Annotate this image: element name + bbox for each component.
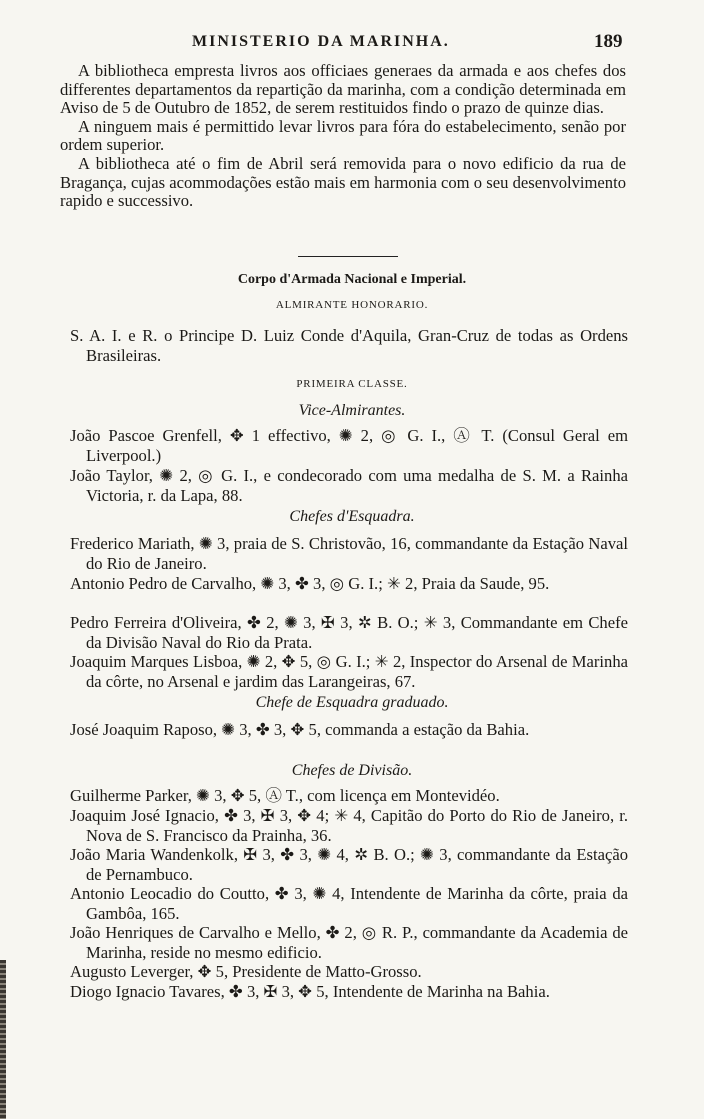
intro-paragraph: A bibliotheca até o fim de Abril será removida para o novo edificio da rua de Bragança, cujas acommodações estão mais em harmonia com o seu desenvolvimento rapido e successivo. <box>60 153 626 211</box>
section-divider <box>298 256 398 257</box>
group-heading: Chefe de Esquadra graduado. <box>255 694 449 711</box>
running-head <box>0 33 704 57</box>
intro-paragraph: A ninguem mais é permittido levar livros para fóra do estabelecimento, senão por ordem superior. <box>60 116 626 155</box>
officer-entry: Diogo Ignacio Tavares, ✤ 3, ✠ 3, ✥ 5, Intendente de Marinha na Bahia. <box>70 982 550 1001</box>
officer-entry: Joaquim José Ignacio, ✤ 3, ✠ 3, ✥ 4; ✳ 4, Capitão do Porto do Rio de Janeiro, r. Nova de S. Francisco da Prainha, 36. <box>70 806 628 845</box>
honorary-heading: ALMIRANTE HONORARIO. <box>275 299 429 311</box>
honorary-entry: S. A. I. e R. o Principe D. Luiz Conde d'Aquila, Gran-Cruz de todas as Ordens Brasileiras. <box>70 326 628 365</box>
officer-entry: Frederico Mariath, ✺ 3, praia de S. Christovão, 16, commandante da Estação Naval do Rio de Janeiro. <box>70 534 628 573</box>
running-title: MINISTERIO DA MARINHA. <box>192 33 450 50</box>
officer-entry: João Maria Wandenkolk, ✠ 3, ✤ 3, ✺ 4, ✲ B. O.; ✺ 3, commandante da Estação de Pernambuco. <box>70 845 628 884</box>
group-heading: Vice-Almirantes. <box>298 402 406 419</box>
officer-entry: José Joaquim Raposo, ✺ 3, ✤ 3, ✥ 5, commanda a estação da Bahia. <box>70 720 530 739</box>
officer-entry: João Taylor, ✺ 2, ◎ G. I., e condecorado com uma medalha de S. M. a Rainha Victoria, r. da Lapa, 88. <box>70 466 628 505</box>
officer-entry: Antonio Pedro de Carvalho, ✺ 3, ✤ 3, ◎ G. I.; ✳ 2, Praia da Saude, 95. <box>70 574 550 593</box>
page-number: 189 <box>594 31 623 52</box>
group-heading: Chefes de Divisão. <box>291 762 413 779</box>
officer-entry: Joaquim Marques Lisboa, ✺ 2, ✥ 5, ◎ G. I.; ✳ 2, Inspector do Arsenal de Marinha da côrte, no Arsenal e jardim das Larangeiras, 67. <box>70 652 628 691</box>
officer-entry: Pedro Ferreira d'Oliveira, ✤ 2, ✺ 3, ✠ 3, ✲ B. O.; ✳ 3, Commandante em Chefe da Divisão Naval do Rio da Prata. <box>70 613 628 652</box>
officer-entry: Antonio Leocadio do Coutto, ✤ 3, ✺ 4, Intendente de Marinha da côrte, praia da Gambôa, 165. <box>70 884 628 923</box>
group-heading: Chefes d'Esquadra. <box>289 508 415 525</box>
intro-paragraph: A bibliotheca empresta livros aos officiaes generaes da armada e aos chefes dos differentes departamentos da repartição da marinha, com a condição determinada em Aviso de 5 de Outubro de 1852, de serem restituidos findo o prazo de quinze dias. <box>60 61 626 118</box>
section-title: Corpo d'Armada Nacional e Imperial. <box>237 272 467 287</box>
officer-entry: Augusto Leverger, ✥ 5, Presidente de Matto-Grosso. <box>70 962 422 981</box>
officer-entry: João Pascoe Grenfell, ✥ 1 effectivo, ✺ 2, ◎ G. I., Ⓐ T. (Consul Geral em Liverpool.) <box>70 426 628 465</box>
class-heading: PRIMEIRA CLASSE. <box>296 378 408 390</box>
officer-entry: Guilherme Parker, ✺ 3, ✥ 5, Ⓐ T., com licença em Montevidéo. <box>70 786 500 805</box>
officer-entry: João Henriques de Carvalho e Mello, ✤ 2, ◎ R. P., commandante da Academia de Marinha, reside no mesmo edificio. <box>70 923 628 962</box>
page-edge-shadow <box>0 960 6 1119</box>
intro-text <box>60 62 626 211</box>
